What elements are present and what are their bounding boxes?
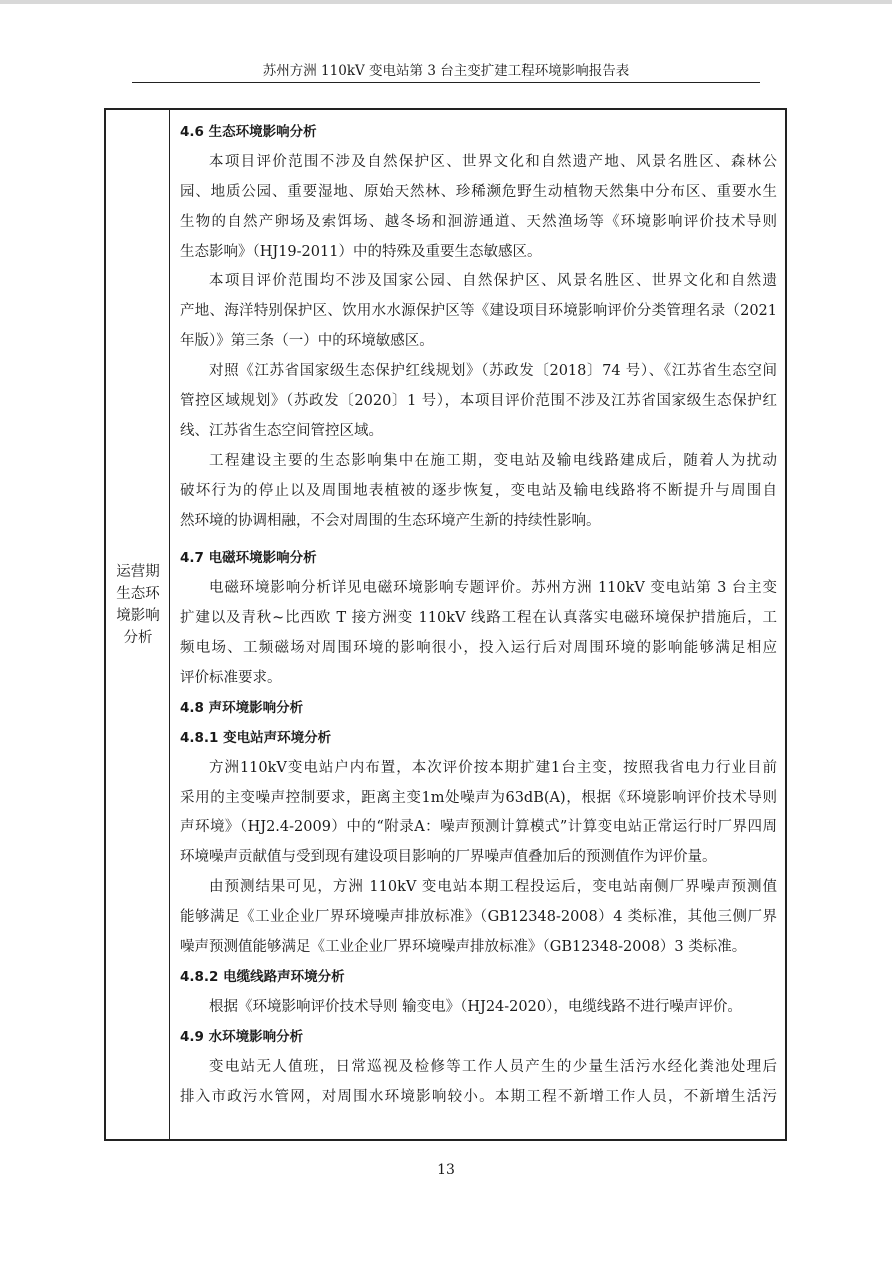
- content-cell: [170, 110, 785, 1139]
- report-table: [104, 108, 787, 1141]
- paragraph-ecology-1: [180, 148, 777, 268]
- row-label-line: 境影响: [116, 608, 160, 624]
- text-line: 方洲110kV变电站户内布置，本次评价按本期扩建1台主变，按照我省电力行业目前: [209, 759, 777, 776]
- row-label-line: 分析: [123, 630, 153, 646]
- text-line: 噪声预测值能够满足《工业企业厂界环境噪声排放标准》（GB12348-2008）3 类标准。: [180, 939, 747, 956]
- text-line: 由预测结果可见，方洲 110kV 变电站本期工程投运后，变电站南侧厂界噪声预测值: [209, 879, 777, 896]
- text-line: 根据《环境影响评价技术导则 输变电》（HJ24-2020），电缆线路不进行噪声评价。: [209, 998, 742, 1015]
- text-line: 破坏行为的停止以及周围地表植被的逐步恢复，变电站及输电线路将不断提升与周围自: [180, 482, 777, 499]
- text-line: 环境噪声贡献值与受到现有建设项目影响的厂界噪声值叠加后的预测值作为评价量。: [180, 849, 717, 866]
- paragraph-ecology-4: [180, 447, 777, 537]
- row-label-line: 生态环: [116, 586, 160, 602]
- section-heading-4-6: 4.6 生态环境影响分析: [180, 124, 317, 140]
- paragraph-noise-3: [180, 993, 777, 1023]
- row-label-line: 运营期: [116, 564, 160, 580]
- text-line: 评价标准要求。: [180, 670, 282, 687]
- text-line: 对照《江苏省国家级生态保护红线规划》（苏政发〔2018〕74 号）、《江苏省生态空间: [209, 363, 777, 380]
- paragraph-em-1: [180, 574, 777, 694]
- page-number: 13: [437, 1162, 455, 1178]
- subsection-heading-4-8-2: 4.8.2 电缆线路声环境分析: [180, 968, 345, 985]
- text-line: 工程建设主要的生态影响集中在施工期，变电站及输电线路建成后，随着人为扰动: [209, 452, 777, 469]
- text-line: 排入市政污水管网，对周围水环境影响较小。本期工程不新增工作人员，不新增生活污: [180, 1088, 777, 1105]
- paragraph-noise-1: [180, 754, 777, 874]
- text-line: 线、江苏省生态空间管控区域。: [180, 422, 383, 439]
- paragraph-ecology-3: [180, 357, 777, 447]
- text-line: 管控区域规划》（苏政发〔2020〕1 号），本项目评价范围不涉及江苏省国家级生态保护红: [180, 393, 777, 410]
- text-line: 本项目评价范围不涉及自然保护区、世界文化和自然遗产地、风景名胜区、森林公: [209, 153, 777, 170]
- text-line: 变电站无人值班，日常巡视及检修等工作人员产生的少量生活污水经化粪池处理后: [209, 1058, 777, 1075]
- paragraph-noise-2: [180, 873, 777, 963]
- text-line: 本项目评价范围均不涉及国家公园、自然保护区、风景名胜区、世界文化和自然遗: [209, 273, 777, 290]
- text-line: 年版）》第三条（一）中的环境敏感区。: [180, 333, 434, 350]
- text-line: 采用的主变噪声控制要求，距离主变1m处噪声为63dB(A)，根据《环境影响评价技术导则: [180, 789, 777, 806]
- paragraph-water-1: [180, 1053, 777, 1113]
- subsection-heading-4-8-1: 4.8.1 变电站声环境分析: [180, 729, 332, 746]
- row-label: [106, 561, 170, 649]
- section-heading-4-9: 4.9 水环境影响分析: [180, 1028, 304, 1045]
- paragraph-ecology-2: [180, 267, 777, 357]
- text-line: 扩建以及青秋~比西欧 T 接方洲变 110kV 线路工程在认真落实电磁环境保护措施后，工: [180, 610, 777, 627]
- text-line: 能够满足《工业企业厂界环境噪声排放标准》（GB12348-2008）4 类标准，其他三侧厂界: [180, 909, 777, 926]
- section-heading-4-7: 4.7 电磁环境影响分析: [180, 550, 317, 567]
- text-line: 电磁环境影响分析详见电磁环境影响专题评价。苏州方洲 110kV 变电站第 3 台主变: [209, 580, 777, 597]
- text-line: 生物的自然产卵场及索饵场、越冬场和洄游通道、天然渔场等《环境影响评价技术导则: [180, 213, 777, 230]
- text-line: 产地、海洋特别保护区、饮用水水源保护区等《建设项目环境影响评价分类管理名录（2021: [180, 303, 777, 320]
- text-line: 频电场、工频磁场对周围环境的影响很小，投入运行后对周围环境的影响能够满足相应: [180, 640, 777, 657]
- text-line: 声环境》（HJ2.4-2009）中的“附录A：噪声预测计算模式”计算变电站正常运行时厂界四周: [180, 819, 777, 836]
- text-line: 园、地质公园、重要湿地、原始天然林、珍稀濒危野生动植物天然集中分布区、重要水生: [180, 183, 777, 200]
- section-heading-4-8: 4.8 声环境影响分析: [180, 699, 304, 716]
- scan-top-edge: [0, 0, 892, 4]
- row-label-cell: [106, 110, 170, 1139]
- text-line: 生态影响》（HJ19-2011）中的特殊及重要生态敏感区。: [180, 243, 542, 260]
- running-header: 苏州方洲 110kV 变电站第 3 台主变扩建工程环境影响报告表: [132, 60, 760, 83]
- text-line: 然环境的协调相融，不会对周围的生态环境产生新的持续性影响。: [180, 512, 601, 529]
